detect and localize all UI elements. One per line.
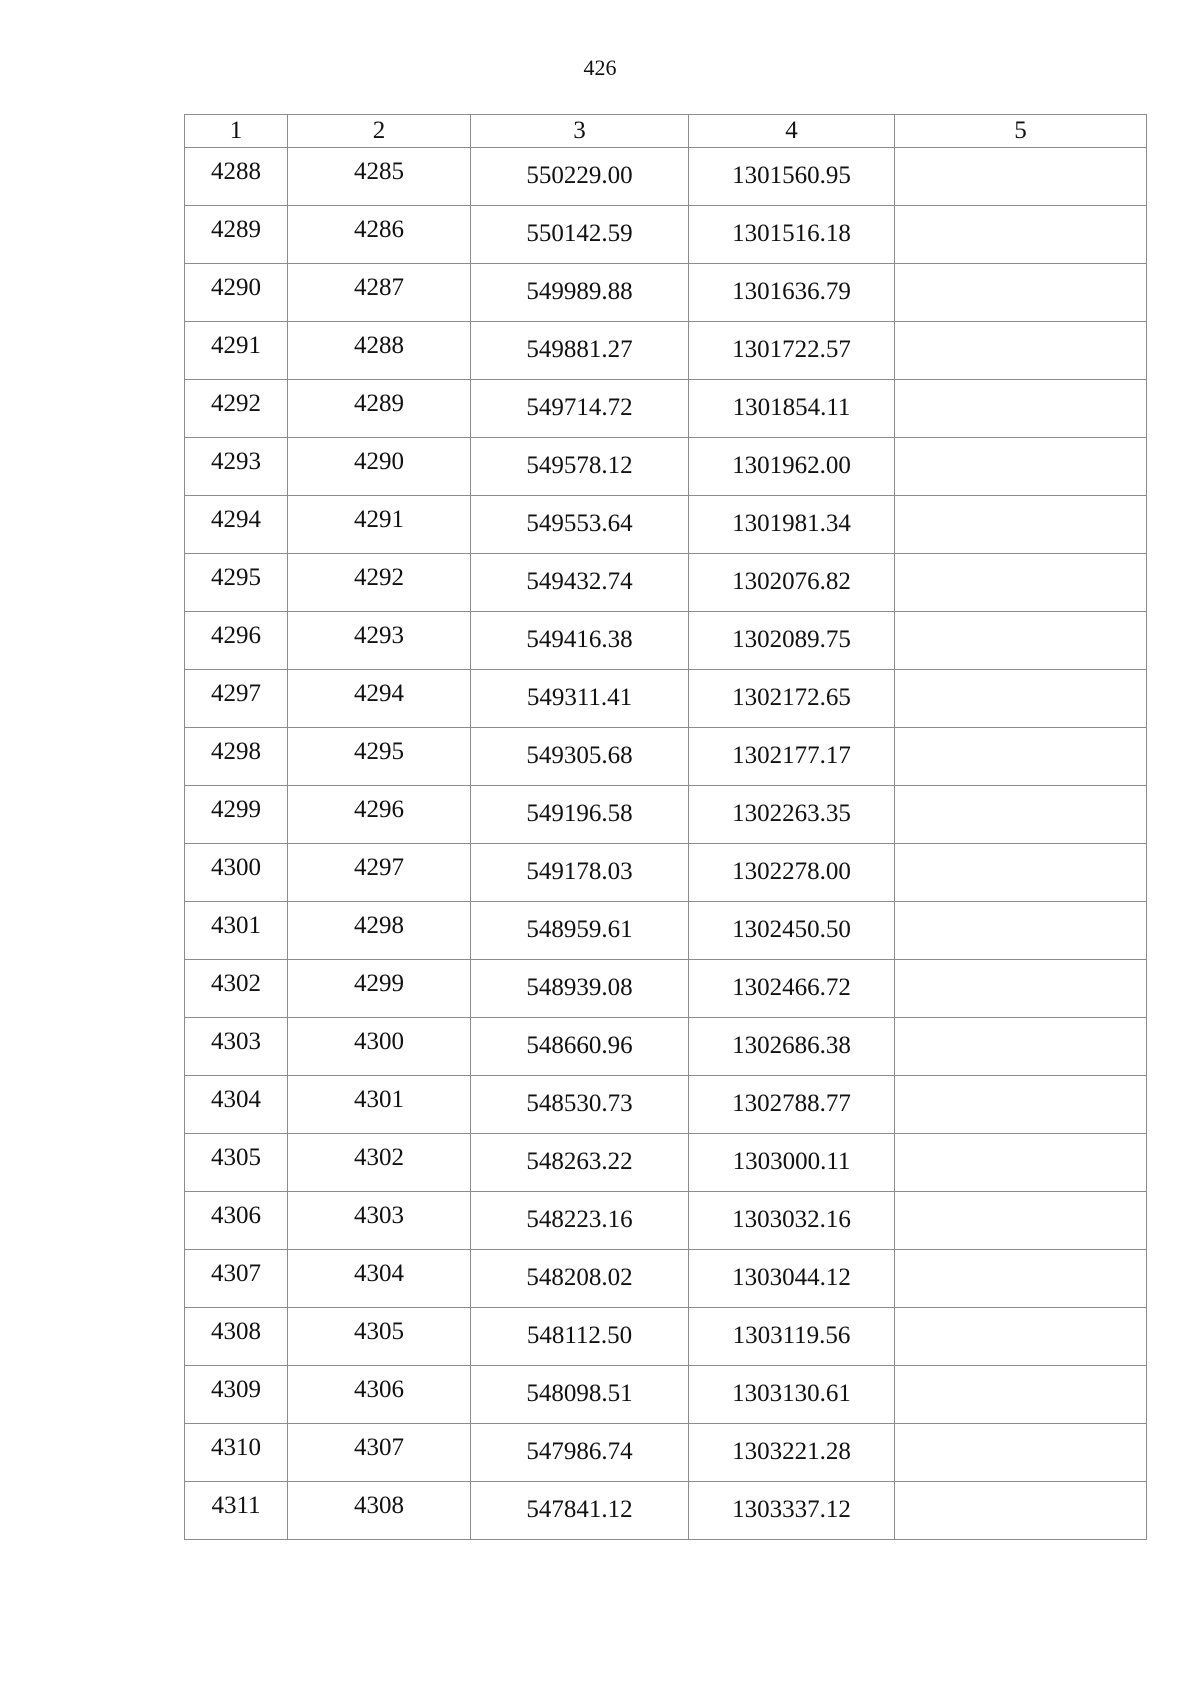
table-row: [185, 1018, 1147, 1076]
table-row: [185, 612, 1147, 670]
table-row: [185, 322, 1147, 380]
table-row: [185, 960, 1147, 1018]
cell-point-number: 4303: [185, 1018, 288, 1076]
cell-note: [895, 1424, 1147, 1482]
cell-prev-point-number: 4304: [288, 1250, 471, 1308]
cell-prev-point-number: 4296: [288, 786, 471, 844]
cell-point-number: 4304: [185, 1076, 288, 1134]
cell-point-number: 4302: [185, 960, 288, 1018]
column-header-5: 5: [895, 115, 1147, 148]
cell-note: [895, 148, 1147, 206]
cell-point-number: 4301: [185, 902, 288, 960]
cell-prev-point-number: 4305: [288, 1308, 471, 1366]
cell-y-coordinate: 1302466.72: [689, 960, 895, 1018]
table-row: [185, 206, 1147, 264]
cell-prev-point-number: 4297: [288, 844, 471, 902]
cell-prev-point-number: 4294: [288, 670, 471, 728]
cell-y-coordinate: 1303000.11: [689, 1134, 895, 1192]
cell-prev-point-number: 4289: [288, 380, 471, 438]
cell-prev-point-number: 4299: [288, 960, 471, 1018]
cell-note: [895, 670, 1147, 728]
cell-y-coordinate: 1301981.34: [689, 496, 895, 554]
cell-note: [895, 728, 1147, 786]
cell-y-coordinate: 1301636.79: [689, 264, 895, 322]
cell-x-coordinate: 547841.12: [471, 1482, 689, 1540]
cell-prev-point-number: 4306: [288, 1366, 471, 1424]
cell-note: [895, 902, 1147, 960]
table-row: [185, 1250, 1147, 1308]
cell-point-number: 4298: [185, 728, 288, 786]
cell-y-coordinate: 1303044.12: [689, 1250, 895, 1308]
cell-note: [895, 1308, 1147, 1366]
table-row: [185, 844, 1147, 902]
cell-note: [895, 1018, 1147, 1076]
cell-point-number: 4292: [185, 380, 288, 438]
cell-note: [895, 1192, 1147, 1250]
cell-x-coordinate: 548223.16: [471, 1192, 689, 1250]
cell-prev-point-number: 4295: [288, 728, 471, 786]
cell-y-coordinate: 1302172.65: [689, 670, 895, 728]
cell-prev-point-number: 4293: [288, 612, 471, 670]
cell-point-number: 4310: [185, 1424, 288, 1482]
cell-note: [895, 438, 1147, 496]
cell-point-number: 4288: [185, 148, 288, 206]
cell-point-number: 4294: [185, 496, 288, 554]
cell-x-coordinate: 550142.59: [471, 206, 689, 264]
cell-y-coordinate: 1301962.00: [689, 438, 895, 496]
cell-prev-point-number: 4288: [288, 322, 471, 380]
cell-point-number: 4289: [185, 206, 288, 264]
cell-x-coordinate: 548208.02: [471, 1250, 689, 1308]
cell-x-coordinate: 549989.88: [471, 264, 689, 322]
cell-note: [895, 380, 1147, 438]
cell-prev-point-number: 4302: [288, 1134, 471, 1192]
cell-prev-point-number: 4287: [288, 264, 471, 322]
coordinates-table: [184, 114, 1147, 1540]
cell-x-coordinate: 549196.58: [471, 786, 689, 844]
cell-point-number: 4299: [185, 786, 288, 844]
cell-x-coordinate: 548959.61: [471, 902, 689, 960]
cell-note: [895, 960, 1147, 1018]
cell-note: [895, 786, 1147, 844]
cell-y-coordinate: 1302076.82: [689, 554, 895, 612]
cell-y-coordinate: 1302177.17: [689, 728, 895, 786]
table-header-row: [185, 115, 1147, 148]
cell-x-coordinate: 549714.72: [471, 380, 689, 438]
cell-note: [895, 844, 1147, 902]
cell-prev-point-number: 4290: [288, 438, 471, 496]
cell-point-number: 4296: [185, 612, 288, 670]
cell-y-coordinate: 1302788.77: [689, 1076, 895, 1134]
column-header-1: 1: [185, 115, 288, 148]
table-row: [185, 786, 1147, 844]
cell-prev-point-number: 4291: [288, 496, 471, 554]
table-row: [185, 1308, 1147, 1366]
cell-x-coordinate: 549178.03: [471, 844, 689, 902]
cell-y-coordinate: 1301560.95: [689, 148, 895, 206]
cell-prev-point-number: 4308: [288, 1482, 471, 1540]
cell-y-coordinate: 1303221.28: [689, 1424, 895, 1482]
table-row: [185, 1076, 1147, 1134]
cell-y-coordinate: 1302686.38: [689, 1018, 895, 1076]
cell-point-number: 4308: [185, 1308, 288, 1366]
table-row: [185, 264, 1147, 322]
cell-x-coordinate: 548098.51: [471, 1366, 689, 1424]
cell-y-coordinate: 1303130.61: [689, 1366, 895, 1424]
cell-y-coordinate: 1303119.56: [689, 1308, 895, 1366]
cell-x-coordinate: 549432.74: [471, 554, 689, 612]
table-row: [185, 902, 1147, 960]
cell-x-coordinate: 549881.27: [471, 322, 689, 380]
cell-y-coordinate: 1302450.50: [689, 902, 895, 960]
table-row: [185, 1134, 1147, 1192]
cell-x-coordinate: 549311.41: [471, 670, 689, 728]
page-number: 426: [583, 55, 617, 80]
cell-point-number: 4297: [185, 670, 288, 728]
cell-y-coordinate: 1302263.35: [689, 786, 895, 844]
table-row: [185, 380, 1147, 438]
cell-x-coordinate: 549553.64: [471, 496, 689, 554]
cell-point-number: 4305: [185, 1134, 288, 1192]
cell-x-coordinate: 547986.74: [471, 1424, 689, 1482]
cell-point-number: 4300: [185, 844, 288, 902]
column-header-2: 2: [288, 115, 471, 148]
cell-note: [895, 1076, 1147, 1134]
cell-point-number: 4295: [185, 554, 288, 612]
cell-prev-point-number: 4303: [288, 1192, 471, 1250]
cell-x-coordinate: 549416.38: [471, 612, 689, 670]
table-row: [185, 438, 1147, 496]
cell-prev-point-number: 4292: [288, 554, 471, 612]
column-header-3: 3: [471, 115, 689, 148]
cell-y-coordinate: 1301722.57: [689, 322, 895, 380]
cell-note: [895, 1134, 1147, 1192]
cell-point-number: 4306: [185, 1192, 288, 1250]
cell-x-coordinate: 549578.12: [471, 438, 689, 496]
cell-x-coordinate: 548660.96: [471, 1018, 689, 1076]
cell-point-number: 4291: [185, 322, 288, 380]
cell-note: [895, 612, 1147, 670]
table-row: [185, 496, 1147, 554]
cell-note: [895, 1366, 1147, 1424]
cell-note: [895, 264, 1147, 322]
cell-note: [895, 496, 1147, 554]
cell-y-coordinate: 1303337.12: [689, 1482, 895, 1540]
column-header-4: 4: [689, 115, 895, 148]
cell-y-coordinate: 1303032.16: [689, 1192, 895, 1250]
table-row: [185, 554, 1147, 612]
table-row: [185, 1482, 1147, 1540]
cell-prev-point-number: 4301: [288, 1076, 471, 1134]
cell-y-coordinate: 1301854.11: [689, 380, 895, 438]
cell-x-coordinate: 550229.00: [471, 148, 689, 206]
cell-note: [895, 1482, 1147, 1540]
cell-x-coordinate: 548530.73: [471, 1076, 689, 1134]
cell-x-coordinate: 549305.68: [471, 728, 689, 786]
cell-y-coordinate: 1302278.00: [689, 844, 895, 902]
cell-point-number: 4290: [185, 264, 288, 322]
cell-x-coordinate: 548112.50: [471, 1308, 689, 1366]
table-row: [185, 1424, 1147, 1482]
table-row: [185, 670, 1147, 728]
cell-point-number: 4293: [185, 438, 288, 496]
cell-prev-point-number: 4286: [288, 206, 471, 264]
cell-point-number: 4307: [185, 1250, 288, 1308]
table-body: [185, 115, 1147, 1540]
cell-x-coordinate: 548263.22: [471, 1134, 689, 1192]
table-row: [185, 1366, 1147, 1424]
table-row: [185, 1192, 1147, 1250]
cell-point-number: 4309: [185, 1366, 288, 1424]
table-row: [185, 728, 1147, 786]
cell-prev-point-number: 4300: [288, 1018, 471, 1076]
cell-y-coordinate: 1301516.18: [689, 206, 895, 264]
table-row: [185, 148, 1147, 206]
cell-note: [895, 322, 1147, 380]
cell-note: [895, 554, 1147, 612]
cell-note: [895, 206, 1147, 264]
cell-prev-point-number: 4307: [288, 1424, 471, 1482]
cell-prev-point-number: 4285: [288, 148, 471, 206]
cell-y-coordinate: 1302089.75: [689, 612, 895, 670]
cell-prev-point-number: 4298: [288, 902, 471, 960]
cell-point-number: 4311: [185, 1482, 288, 1540]
cell-x-coordinate: 548939.08: [471, 960, 689, 1018]
cell-note: [895, 1250, 1147, 1308]
